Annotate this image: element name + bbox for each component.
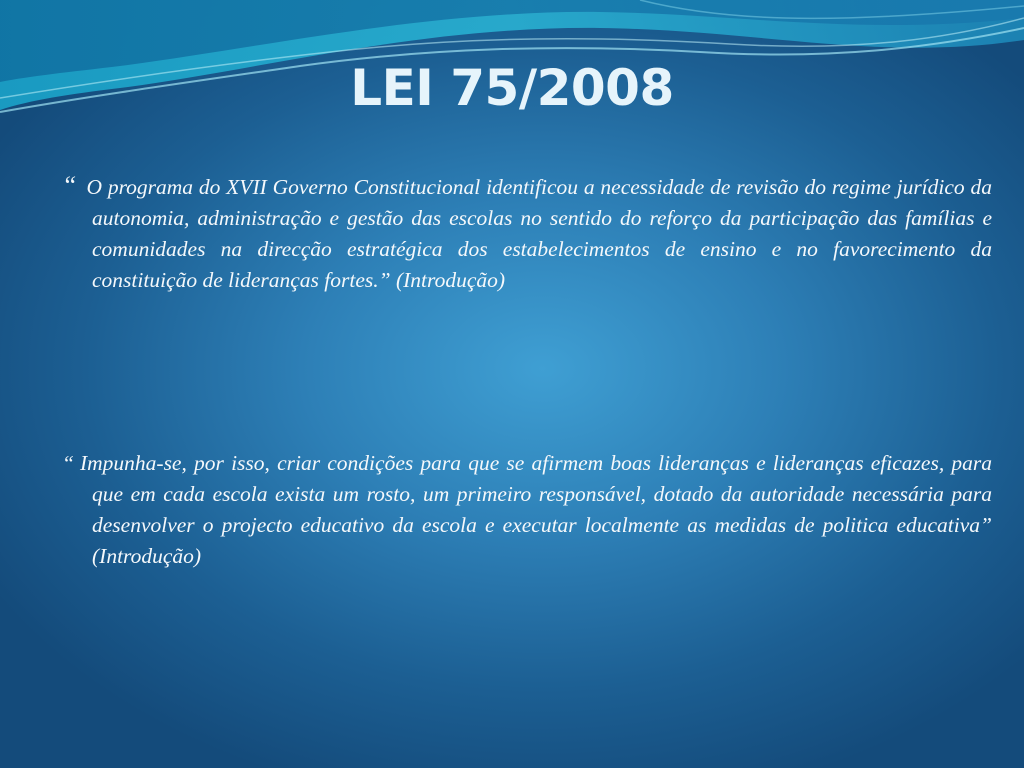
quote-text-1: O programa do XVII Governo Constitucional identificou a necessidade de revisão do regime jurídico da autonomia, administração e gestão das escolas no sentido do reforço da participação das famílias e comunidades na direcção estratégica dos estabelecimentos de ensino e no favorecimento da constituição de lideranças fortes.” (Introdução)	[86, 175, 992, 292]
slide-title: LEI 75/2008	[350, 59, 674, 117]
quote-text-2: Impunha-se, por isso, criar condições para que se afirmem boas lideranças e lideranças eficazes, para que em cada escola exista um rosto, um primeiro responsável, dotado da autoridade necessária para desenvolver o projecto educativo da escola e executar localmente as medidas de politica educativa” (Introdução)	[79, 451, 992, 568]
quote-paragraph-2	[62, 448, 992, 572]
opening-quote-mark: “	[62, 451, 74, 475]
opening-quote-mark: “	[62, 171, 77, 200]
quote-paragraph-1	[62, 170, 992, 296]
